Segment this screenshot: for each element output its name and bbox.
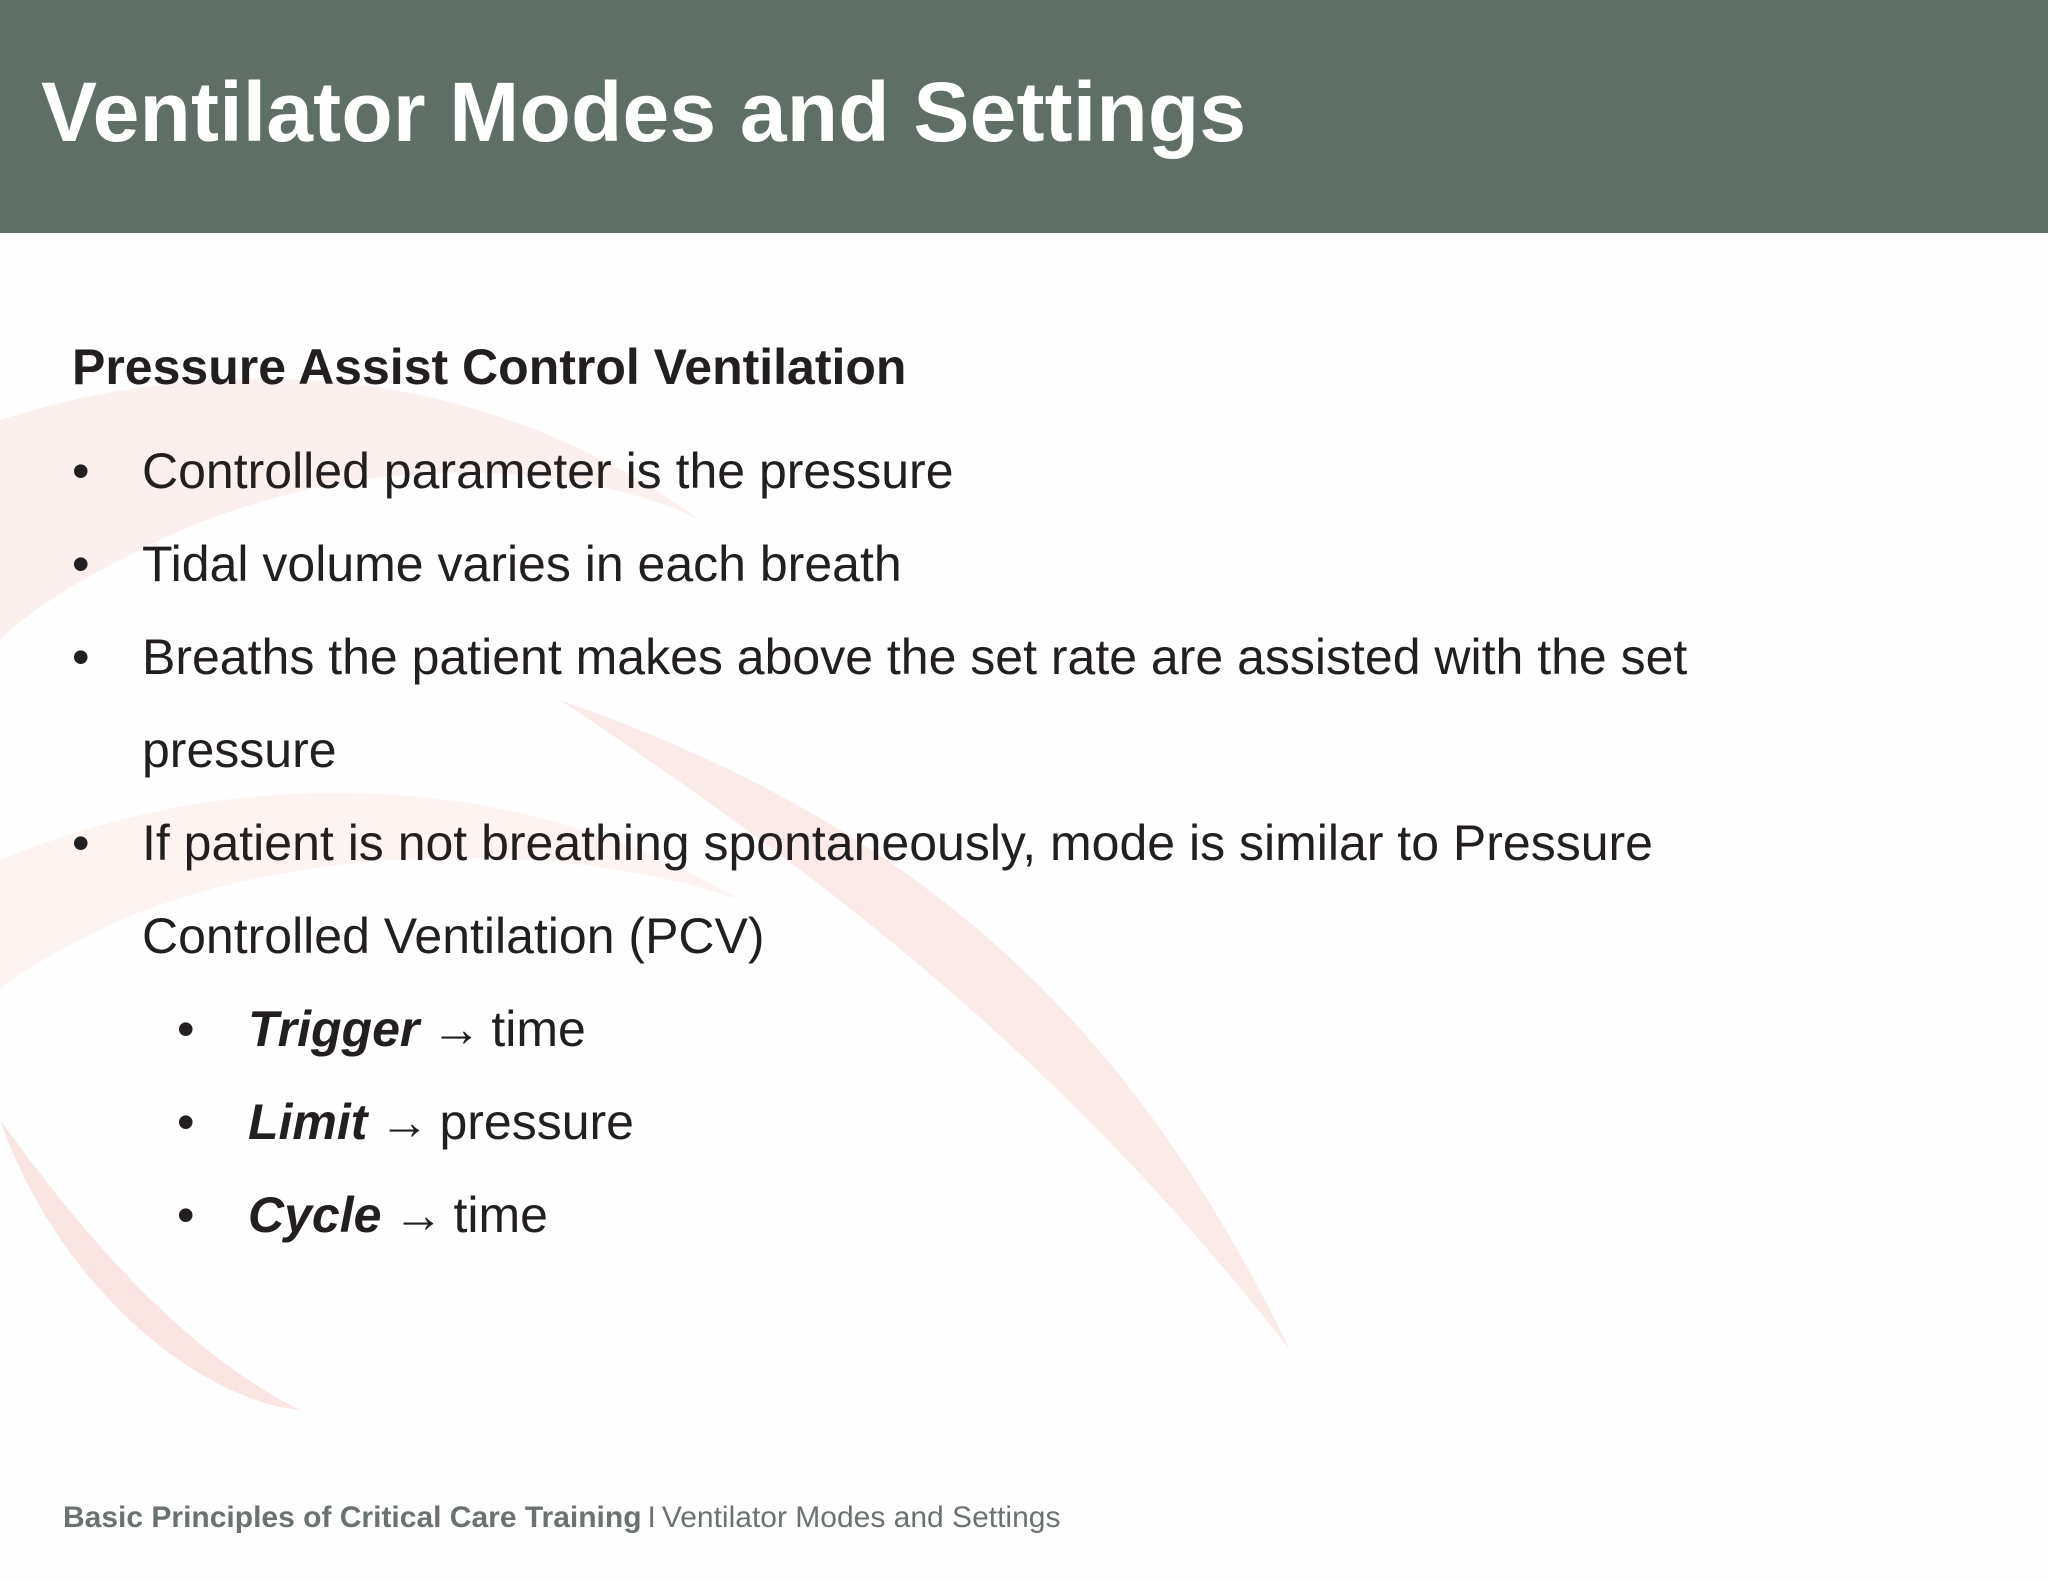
arrow-right-icon: → bbox=[431, 1001, 482, 1057]
sub-bullet-trigger bbox=[72, 983, 1972, 1076]
sub-bullet-limit bbox=[72, 1076, 1972, 1169]
footer bbox=[63, 1500, 1060, 1536]
sub-bullet-cycle bbox=[72, 1169, 1972, 1262]
bullet-dot: • bbox=[177, 1094, 195, 1150]
arrow-right-icon: → bbox=[379, 1094, 430, 1150]
arrow-right-icon: → bbox=[393, 1187, 444, 1243]
section-heading: Pressure Assist Control Ventilation bbox=[72, 339, 907, 395]
term-limit: Limit bbox=[248, 1094, 368, 1150]
value-cycle: time bbox=[453, 1187, 548, 1243]
bullet-dot: • bbox=[72, 536, 90, 592]
bullet-text: Breaths the patient makes above the set rate are assisted with the set pressure bbox=[142, 629, 1688, 778]
slide-content bbox=[72, 332, 1972, 1262]
bullet-text: Tidal volume varies in each breath bbox=[142, 536, 902, 592]
value-trigger: time bbox=[491, 1001, 586, 1057]
sub-bullet-list bbox=[142, 983, 1972, 1262]
bullet-item bbox=[72, 797, 1972, 1262]
bullet-dot: • bbox=[72, 629, 90, 685]
title-bar bbox=[0, 0, 2048, 233]
bullet-dot: • bbox=[177, 1187, 195, 1243]
value-limit: pressure bbox=[439, 1094, 634, 1150]
bullet-text: If patient is not breathing spontaneously, mode is similar to Pressure Controlled Ventilation (PCV) bbox=[142, 815, 1653, 964]
footer-subtitle: Ventilator Modes and Settings bbox=[661, 1501, 1061, 1534]
bullet-text: Controlled parameter is the pressure bbox=[142, 443, 954, 499]
bullet-dot: • bbox=[177, 1001, 195, 1057]
bullet-item bbox=[72, 518, 1972, 611]
term-trigger: Trigger bbox=[248, 1001, 420, 1057]
bullet-list bbox=[72, 425, 1972, 1262]
bullet-dot: • bbox=[72, 443, 90, 499]
term-cycle: Cycle bbox=[248, 1187, 382, 1243]
slide-title: Ventilator Modes and Settings bbox=[41, 65, 1247, 159]
bullet-item bbox=[72, 425, 1972, 518]
bullet-item bbox=[72, 611, 1972, 797]
bullet-dot: • bbox=[72, 815, 90, 871]
footer-separator: I bbox=[647, 1501, 656, 1534]
footer-brand: Basic Principles of Critical Care Training bbox=[63, 1501, 642, 1534]
